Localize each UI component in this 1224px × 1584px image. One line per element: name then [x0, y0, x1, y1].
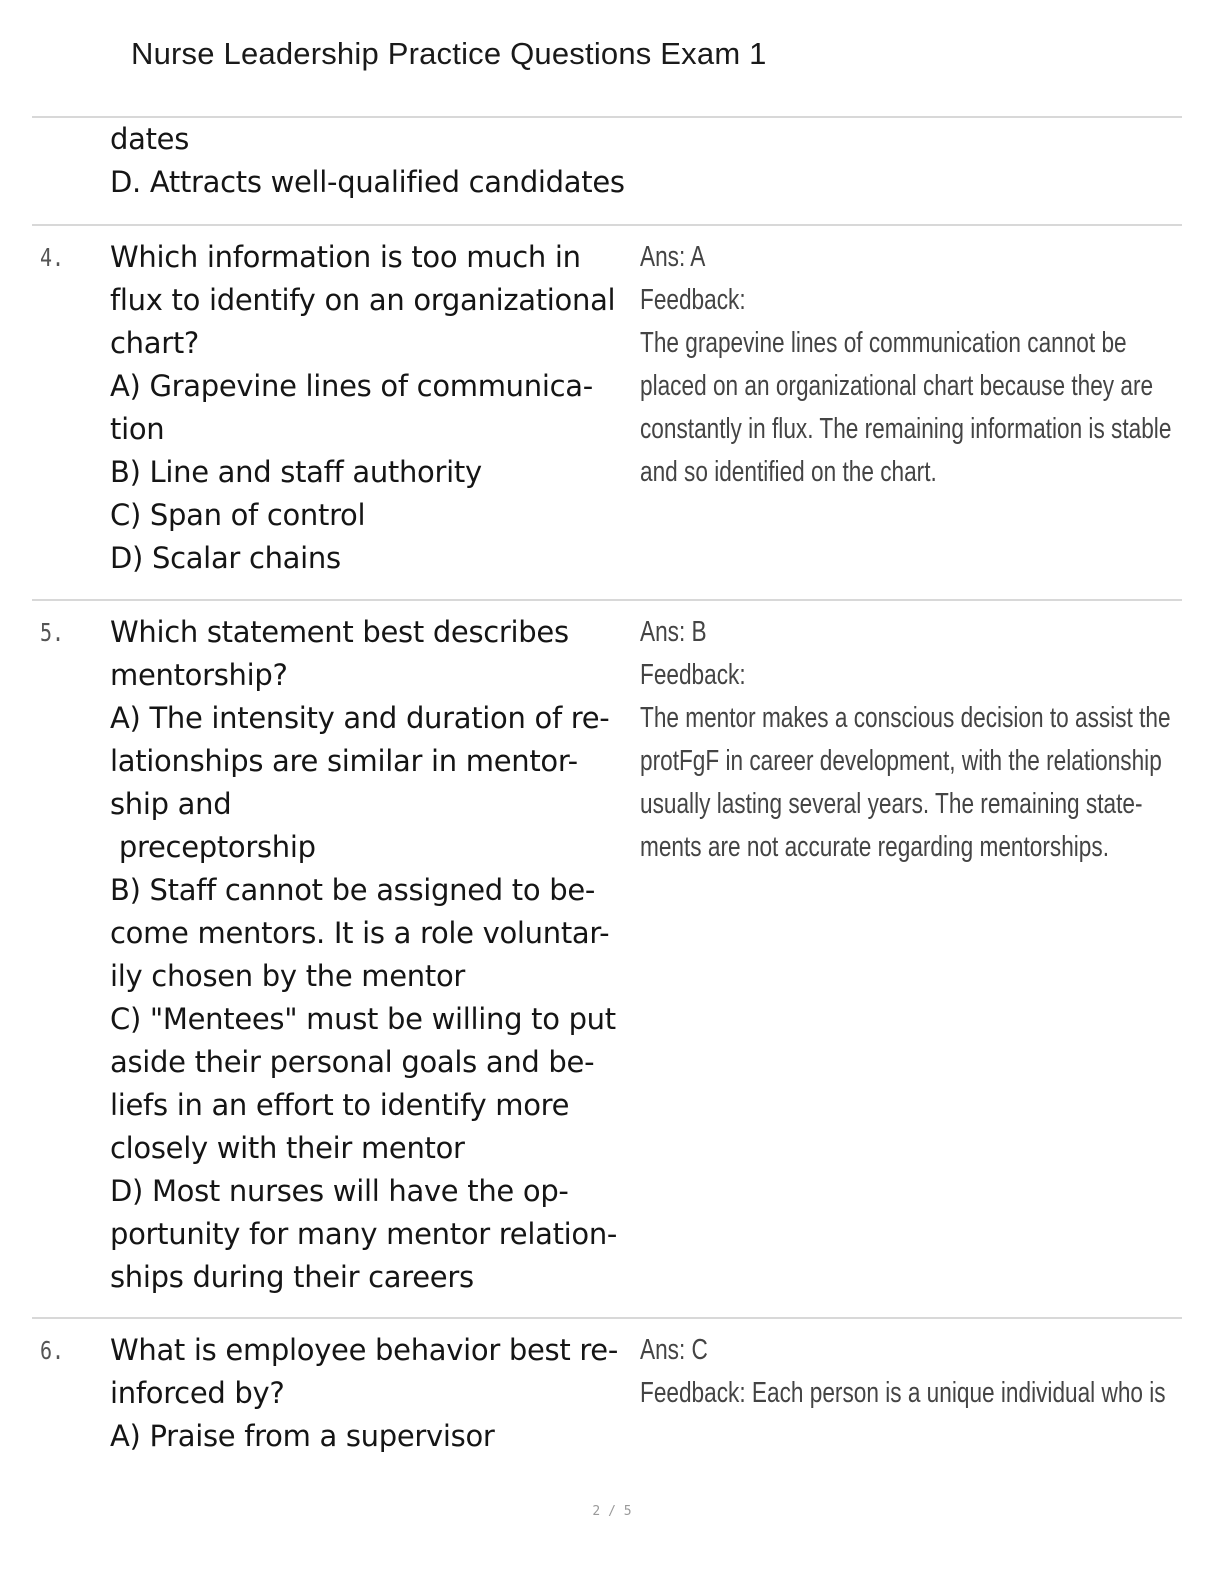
option-line: A) Praise from a supervisor: [110, 1419, 495, 1453]
question-number: 6.: [40, 1336, 65, 1365]
option-line: aside their personal goals and be-: [110, 1045, 595, 1079]
feedback-label: Feedback:: [640, 284, 746, 316]
question-text: [110, 1329, 640, 1458]
option-line: ily chosen by the mentor: [110, 959, 466, 993]
option-line: A) The intensity and duration of re-: [110, 701, 610, 735]
option-line: lationships are similar in mentor-: [110, 744, 578, 778]
option-line: ship and: [110, 787, 232, 821]
feedback-line: The mentor makes a conscious decision to assist the: [640, 702, 1171, 734]
question-line: mentorship?: [110, 658, 288, 692]
feedback-line: usually lasting several years. The remaining state-: [640, 788, 1143, 820]
option-line: come mentors. It is a role voluntar-: [110, 916, 610, 950]
option-line: D) Most nurses will have the op-: [110, 1174, 569, 1208]
feedback-line: Feedback: Each person is a unique individual who is: [640, 1377, 1166, 1409]
option-line: portunity for many mentor relation-: [110, 1217, 618, 1251]
answer-key: Ans: B: [640, 616, 707, 648]
option-line: preceptorship: [110, 830, 316, 864]
option-line: C) Span of control: [110, 498, 366, 532]
answer-feedback: [640, 236, 1185, 494]
question-text: [110, 611, 640, 1299]
question-line: Which statement best describes: [110, 615, 569, 649]
divider: [32, 599, 1182, 601]
feedback-line: and so identified on the chart.: [640, 456, 937, 488]
option-line: B) Staff cannot be assigned to be-: [110, 873, 596, 907]
question-continuation: [110, 118, 640, 204]
option-line: B) Line and staff authority: [110, 455, 482, 489]
question-line: flux to identify on an organizational: [110, 283, 616, 317]
option-line: A) Grapevine lines of communica-: [110, 369, 593, 403]
page-number: 2 / 5: [592, 1504, 632, 1519]
feedback-line: constantly in flux. The remaining information is stable: [640, 413, 1172, 445]
option-line: ships during their careers: [110, 1260, 474, 1294]
feedback-line: protFgF in career development, with the relationship: [640, 745, 1162, 777]
feedback-line: The grapevine lines of communication cannot be: [640, 327, 1127, 359]
feedback-line: ments are not accurate regarding mentorships.: [640, 831, 1109, 863]
question-line: What is employee behavior best re-: [110, 1333, 619, 1367]
feedback-line: placed on an organizational chart because they are: [640, 370, 1154, 402]
continuation-line: D. Attracts well-qualified candidates: [110, 165, 625, 199]
question-line: chart?: [110, 326, 199, 360]
page-title: Nurse Leadership Practice Questions Exam 1: [131, 36, 767, 71]
question-number: 5.: [40, 618, 65, 647]
divider: [32, 224, 1182, 226]
option-line: liefs in an effort to identify more: [110, 1088, 570, 1122]
feedback-label: Feedback:: [640, 659, 746, 691]
option-line: closely with their mentor: [110, 1131, 465, 1165]
question-text: [110, 236, 640, 580]
option-line: C) "Mentees" must be willing to put: [110, 1002, 616, 1036]
option-line: tion: [110, 412, 165, 446]
question-line: Which information is too much in: [110, 240, 581, 274]
answer-feedback: [640, 1329, 1185, 1415]
question-line: inforced by?: [110, 1376, 285, 1410]
continuation-line: dates: [110, 122, 190, 156]
option-line: D) Scalar chains: [110, 541, 341, 575]
question-number: 4.: [40, 243, 65, 272]
divider: [32, 1317, 1182, 1319]
answer-feedback: [640, 611, 1185, 869]
answer-key: Ans: A: [640, 241, 706, 273]
answer-key: Ans: C: [640, 1334, 708, 1366]
